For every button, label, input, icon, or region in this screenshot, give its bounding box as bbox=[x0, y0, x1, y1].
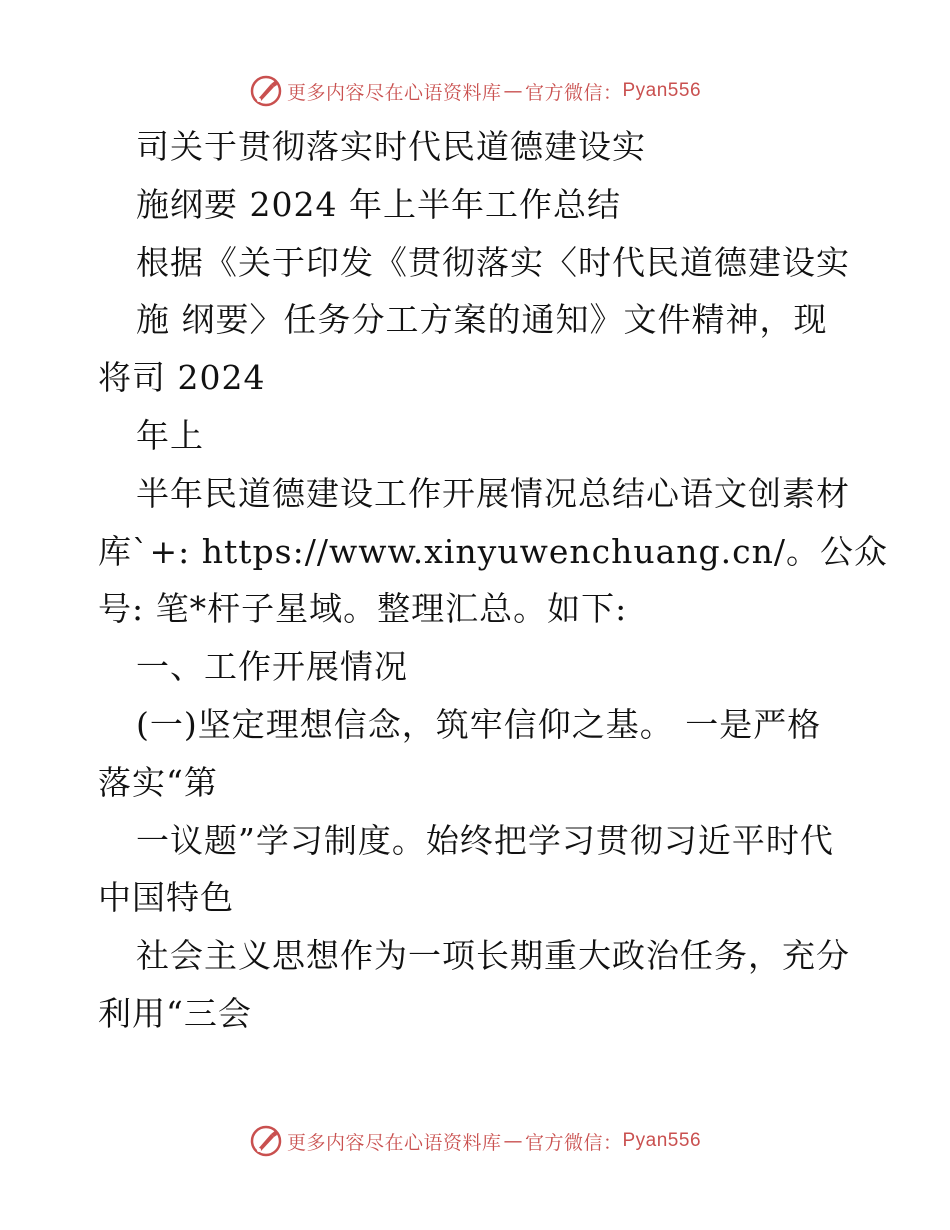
body-line: 中国特色 bbox=[98, 878, 234, 918]
banner-wechat-label: 官方微信： bbox=[524, 81, 623, 104]
banner-separator: — bbox=[503, 80, 523, 102]
header-watermark-banner bbox=[0, 71, 950, 111]
body-line: 半年民道德建设工作开展情况总结心语文创素材 bbox=[136, 473, 850, 513]
body-line: 落实“第 bbox=[98, 762, 218, 802]
body-line: 号: 笔*杆子星域。整理汇总。如下: bbox=[98, 589, 628, 629]
body-line: 施纲要 2024 年上半年工作总结 bbox=[136, 184, 621, 224]
banner-separator: — bbox=[503, 1130, 523, 1152]
banner-wechat-id: Pyan556 bbox=[622, 80, 702, 101]
body-line: 库`+: https://www.xinyuwenchuang.cn/。公众 bbox=[98, 531, 888, 571]
body-line: 一议题”学习制度。始终把学习贯彻习近平时代 bbox=[136, 820, 834, 860]
body-line: (一)坚定理想信念，筑牢信仰之基。 一是严格 bbox=[136, 704, 822, 744]
body-line: 社会主义思想作为一项长期重大政治任务，充分 bbox=[136, 936, 850, 976]
footer-watermark-banner bbox=[0, 1121, 950, 1161]
body-line: 司关于贯彻落实时代民道德建设实 bbox=[136, 127, 646, 166]
banner-promo-text: 更多内容尽在心语资料库 bbox=[286, 1131, 502, 1154]
banner-promo-text: 更多内容尽在心语资料库 bbox=[286, 81, 502, 104]
quill-pen-logo-icon bbox=[249, 74, 283, 108]
banner-wechat-label: 官方微信： bbox=[524, 1131, 623, 1154]
quill-pen-logo-icon bbox=[249, 1124, 283, 1158]
body-line: 一、工作开展情况 bbox=[136, 647, 408, 687]
banner-wechat-id: Pyan556 bbox=[622, 1130, 702, 1151]
body-line: 根据《关于印发《贯彻落实〈时代民道德建设实 bbox=[136, 242, 850, 282]
body-line: 施 纲要〉任务分工方案的通知》文件精神，现 bbox=[136, 300, 828, 340]
body-line: 利用“三会 bbox=[98, 993, 252, 1033]
document-body bbox=[98, 118, 888, 1043]
body-line: 将司 2024 bbox=[98, 358, 266, 398]
body-line: 年上 bbox=[136, 415, 204, 455]
